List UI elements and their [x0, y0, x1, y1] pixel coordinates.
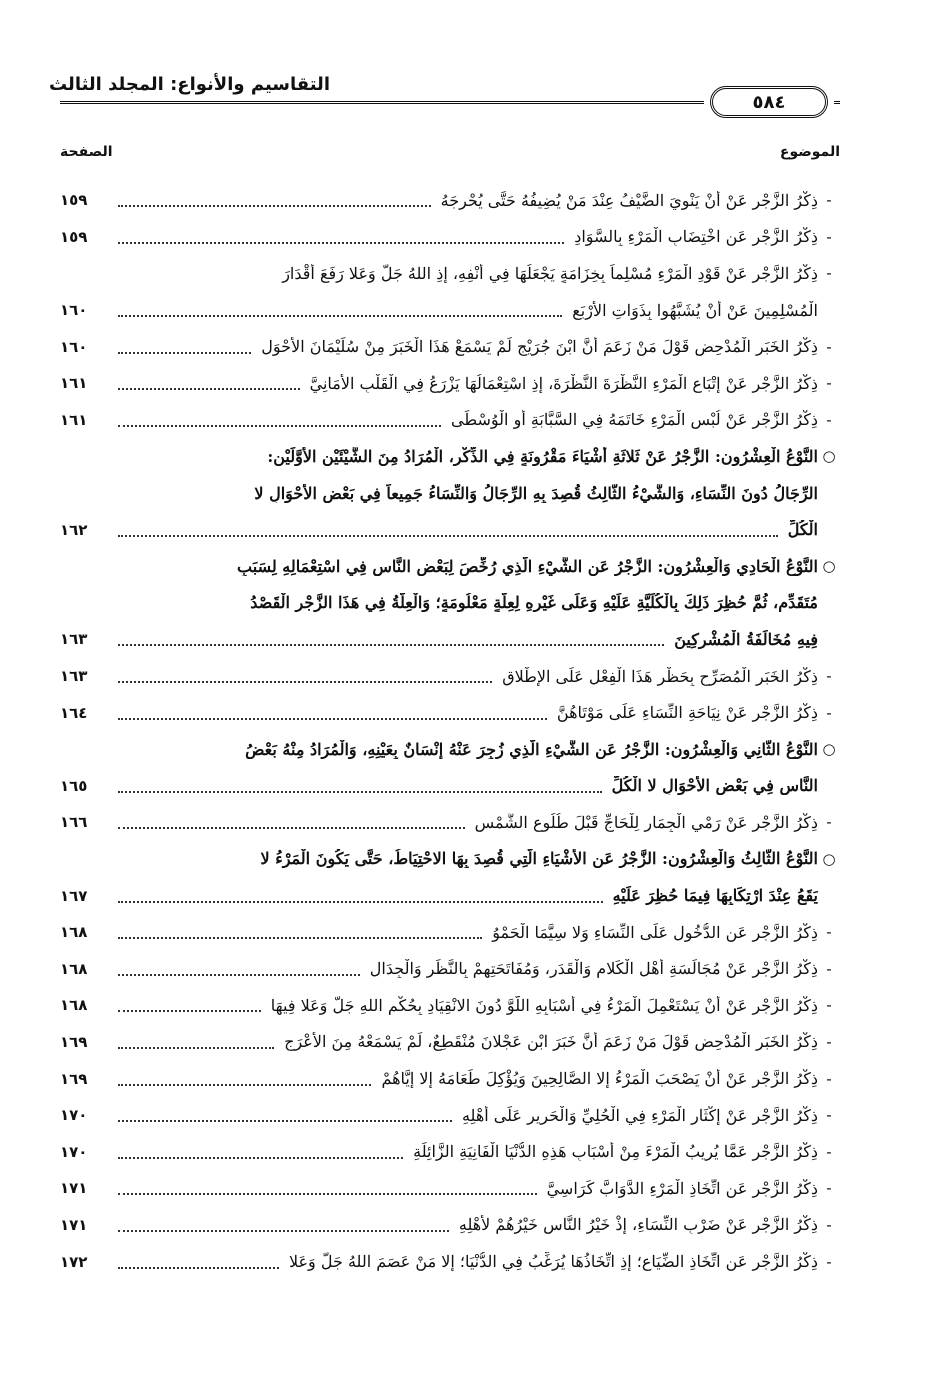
entry-page-number: ١٧٢: [60, 1252, 88, 1271]
list-item: [60, 987, 840, 1024]
list-item: [60, 219, 840, 256]
dash-bullet: -: [826, 1069, 832, 1088]
list-item: [60, 1207, 840, 1244]
dot-leader: [118, 1010, 261, 1012]
entry-text: يَقَعُ عِنْدَ ارْتِكَابِهَا فِيمَا حُظِرَ عَلَيْهِ: [612, 886, 818, 906]
entry-line: [60, 292, 840, 329]
entry-page-number: ١٥٩: [60, 191, 88, 210]
list-item: [60, 1097, 840, 1134]
section-heading: [60, 841, 840, 914]
entry-page-number: ١٦٩: [60, 1069, 88, 1088]
page-column-header: الصفحة: [60, 144, 113, 160]
dot-leader: [118, 352, 251, 354]
dot-leader: [118, 315, 562, 317]
list-item: [60, 1024, 840, 1061]
header-rule: [60, 101, 704, 104]
entry-line: [60, 914, 840, 951]
entry-page-number: ١٦٠: [60, 337, 88, 356]
list-item: [60, 1243, 840, 1280]
dot-leader: [118, 205, 431, 207]
entry-line: [60, 1243, 840, 1280]
entry-text: النَّوْعُ الثَّالِثُ وَالْعِشْرُون: الزَّجْرُ عَنِ الأَشْيَاءِ الَّتِي قُصِدَ بِهَا الاحْتِيَاطُ، حَتَّى يَكُونَ الْمَرْءُ لا: [260, 849, 818, 869]
entry-text: النَّوْعُ الثَّانِي وَالْعِشْرُون: الزَّجْرُ عَنِ الشَّيْءِ الَّذِي زُجِرَ عَنْهُ إِنْسَانٌ بِعَيْنِهِ، وَالْمُرَادُ مِنْهُ بَعْضُ: [245, 739, 818, 759]
topic-column-header: الموضوع: [779, 144, 840, 160]
list-item: [60, 1170, 840, 1207]
list-item: [60, 694, 840, 731]
entry-page-number: ١٦١: [60, 410, 88, 429]
list-item: [60, 182, 840, 219]
dash-bullet: -: [826, 996, 832, 1015]
entry-text: ذِكْرُ الزَّجْرِ عَنْ إِكْثَارِ الْمَرْءِ فِي الْحُلِيِّ وَالْحَرِيرِ عَلَى أَهْلِهِ: [461, 1105, 818, 1125]
entry-page-number: ١٦٣: [60, 630, 88, 649]
dash-bullet: -: [826, 959, 832, 978]
dash-bullet: -: [826, 1179, 832, 1198]
list-item: [60, 1133, 840, 1170]
entry-line: [60, 1133, 840, 1170]
entry-page-number: ١٦٨: [60, 996, 88, 1015]
dot-leader: [118, 644, 664, 646]
entry-line: [60, 1207, 840, 1244]
entry-page-number: ١٦١: [60, 374, 88, 393]
entry-line: [60, 877, 840, 914]
entry-line: [60, 841, 840, 878]
dash-bullet: -: [826, 410, 832, 429]
entry-page-number: ١٦٨: [60, 959, 88, 978]
list-item: [60, 255, 840, 328]
entry-page-number: ١٧٠: [60, 1142, 88, 1161]
dot-leader: [118, 1047, 274, 1049]
dot-leader: [118, 1157, 403, 1159]
dash-bullet: -: [826, 227, 832, 246]
entry-line: [60, 585, 840, 622]
entry-line: [60, 1024, 840, 1061]
index-page: [49, 70, 840, 1350]
dot-leader: [118, 1084, 371, 1086]
entry-line: [60, 768, 840, 805]
entry-text: ذِكْرُ الزَّجْرِ عَنْ إِتْبَاعِ الْمَرْءِ النَّظْرَةَ النَّظْرَةَ، إِذِ اسْتِعْمَالُهَا يَزْرَعُ فِي الْقَلْبِ الأَمَانِيَّ: [309, 373, 818, 393]
entry-line: [60, 1060, 840, 1097]
entry-line: [60, 804, 840, 841]
dot-leader: [118, 388, 300, 390]
entry-text: ذِكْرُ الزَّجْرِ عَنْ ضَرْبِ النِّسَاءِ، إِذْ خَيْرُ النَّاسِ خَيْرُهُمْ لأَهْلِهِ: [458, 1215, 818, 1235]
dot-leader: [118, 718, 547, 720]
entry-page-number: ١٦٥: [60, 776, 88, 795]
page-number-badge: ٥٨٤: [710, 86, 828, 118]
entry-page-number: ١٧٠: [60, 1106, 88, 1125]
entry-page-number: ١٦٤: [60, 703, 88, 722]
entry-text: ذِكْرُ الزَّجْرِ عَنِ اتِّخَاذِ الْمَرْءِ الدَّوَابَّ كَرَاسِيَّ: [546, 1178, 818, 1198]
dot-leader: [118, 827, 465, 829]
entry-text: ذِكْرُ الزَّجْرِ عَنْ أَنْ يَسْتَعْمِلَ الْمَرْءُ فِي أَسْبَابِهِ اللَّوَّ دُونَ الانْقِيَادِ بِحُكْمِ اللهِ جَلَّ وَعَلا فِيهَا: [270, 995, 818, 1015]
entry-line: [60, 950, 840, 987]
entry-text: النَّاسِ فِي بَعْضِ الأَحْوَالِ لا الْكُلِّ: [611, 776, 818, 796]
entries-list: [60, 182, 840, 1280]
dot-leader: [118, 242, 564, 244]
dot-leader: [118, 1230, 449, 1232]
entry-line: [60, 402, 840, 439]
running-header-title: التقاسيم والأنواع: المجلد الثالث: [49, 74, 330, 95]
entry-text: الْمُسْلِمِينَ عَنْ أَنْ يُشَبَّهُوا بِذَوَاتِ الأَرْبَعِ: [572, 300, 818, 320]
entry-text: ذِكْرُ الخَبَرِ الْمُدْحِضِ قَوْلَ مَنْ زَعَمَ أَنَّ ابْنَ جُرَيْجٍ لَمْ يَسْمَعْ هَذَا الْخَبَرَ مِنْ سُلَيْمَانَ الأَحْوَلِ: [261, 337, 818, 357]
dot-leader: [118, 681, 492, 683]
dot-leader: [118, 1267, 279, 1269]
dash-bullet: -: [826, 1142, 832, 1161]
list-item: [60, 804, 840, 841]
entry-line: [60, 658, 840, 695]
entry-text: فِيهِ مُخَالَفَةُ الْمُشْرِكِينَ: [674, 629, 818, 649]
list-item: [60, 328, 840, 365]
entry-page-number: ١٧١: [60, 1179, 88, 1198]
dot-leader: [118, 1193, 537, 1195]
entry-line: [60, 255, 840, 292]
dash-bullet: -: [826, 1106, 832, 1125]
dash-bullet: -: [826, 337, 832, 356]
entry-text: ذِكْرُ الزَّجْرِ عَنْ نِيَاحَةِ النِّسَاءِ عَلَى مَوْتَاهُنَّ: [556, 703, 818, 723]
list-item: [60, 914, 840, 951]
entry-page-number: ١٦٨: [60, 923, 88, 942]
entry-page-number: ١٦٢: [60, 520, 88, 539]
entry-text: ذِكْرُ الزَّجْرِ عَنْ قَوْدِ الْمَرْءِ مُسْلِماً بِخِزَامَةٍ يَجْعَلُهَا فِي أَنْفِهِ، إِذِ اللهُ جَلَّ وَعَلا رَفَعَ أَقْدَارَ: [282, 263, 818, 283]
entry-line: [60, 475, 840, 512]
dash-bullet: -: [826, 191, 832, 210]
entry-line: [60, 219, 840, 256]
entry-text: ذِكْرُ الخَبَرِ الْمُدْحِضِ قَوْلَ مَنْ زَعَمَ أَنَّ خَبَرَ ابْنِ عَجْلانَ مُنْقَطِعٌ، لَمْ يَسْمَعْهُ مِنَ الأَعْرَجِ: [284, 1032, 818, 1052]
header-rule-right: [834, 101, 840, 104]
dash-bullet: -: [826, 264, 832, 283]
list-item: [60, 658, 840, 695]
dash-bullet: -: [826, 813, 832, 832]
entry-text: ذِكْرُ الزَّجْرِ عَنْ أَنْ يَصْحَبَ الْمَرْءُ إِلا الصَّالِحِينَ وَيُؤْكِلَ طَعَامَهُ إِلا إِيَّاهُمْ: [381, 1069, 818, 1089]
dot-leader: [118, 535, 778, 537]
entry-text: الرِّجَالُ دُونَ النِّسَاءِ، وَالشَّيْءُ الثَّالِثُ قُصِدَ بِهِ الرِّجَالُ وَالنِّسَاءُ جَمِيعاً فِي بَعْضِ الأَحْوَالِ لا: [254, 483, 818, 503]
entry-line: [60, 1097, 840, 1134]
dot-leader: [118, 425, 441, 427]
entry-text: مُتَقَدِّمٍ، ثُمَّ حُظِرَ ذَلِكَ بِالْكُلِّيَّةِ عَلَيْهِ وَعَلَى غَيْرِهِ لِعِلَّةٍ مَعْلُومَةٍ؛ وَالْعِلَّةُ فِي هَذَا الزَّجْرِ الْقَصْدُ: [250, 593, 818, 613]
dash-bullet: -: [826, 1032, 832, 1051]
circle-bullet-icon: ○: [822, 557, 836, 576]
entry-page-number: ١٦٦: [60, 813, 88, 832]
dot-leader: [118, 1120, 452, 1122]
list-item: [60, 365, 840, 402]
circle-bullet-icon: ○: [822, 447, 836, 466]
list-item: [60, 402, 840, 439]
entry-text: ذِكْرُ الزَّجْرِ عَنْ أَنْ يَنْوِيَ الضَّيْفُ عِنْدَ مَنْ يُضِيفُهُ حَتَّى يُحْرِجَهُ: [440, 190, 818, 210]
entry-page-number: ١٧١: [60, 1215, 88, 1234]
dot-leader: [118, 937, 482, 939]
entry-text: ذِكْرُ الخَبَرِ الْمُصَرِّحِ بِحَظْرِ هَذَا الْفِعْلِ عَلَى الإِطْلاقِ: [502, 666, 818, 686]
entry-text: الْكُلِّ: [787, 520, 818, 540]
circle-bullet-icon: ○: [822, 849, 836, 868]
section-heading: [60, 731, 840, 804]
entry-line: [60, 438, 840, 475]
entry-page-number: ١٦٠: [60, 301, 88, 320]
list-item: [60, 950, 840, 987]
dash-bullet: -: [826, 1215, 832, 1234]
entry-text: النَّوْعُ الْحَادِي وَالْعِشْرُون: الزَّجْرُ عَنِ الشَّيْءِ الَّذِي رُخِّصَ لِبَعْضِ النَّاسِ فِي اسْتِعْمَالِهِ لِسَبَبٍ: [237, 556, 818, 576]
entry-line: [60, 328, 840, 365]
entry-line: [60, 365, 840, 402]
entry-page-number: ١٥٩: [60, 227, 88, 246]
entry-page-number: ١٦٩: [60, 1032, 88, 1051]
entry-text: ذِكْرُ الزَّجْرِ عَنْ لُبْسِ الْمَرْءِ خَاتَمَهُ فِي السَّبَّابَةِ أَوِ الْوُسْطَى: [451, 410, 818, 430]
entry-line: [60, 182, 840, 219]
entry-line: [60, 548, 840, 585]
entry-text: النَّوْعُ الْعِشْرُون: الزَّجْرُ عَنْ ثَلاثَةِ أَشْيَاءَ مَقْرُونَةٍ فِي الذِّكْرِ، الْمُرَادُ مِنَ الشَّيْئَيْنِ الأَوَّلَيْنِ:: [267, 446, 818, 466]
entry-page-number: ١٦٣: [60, 667, 88, 686]
entry-line: [60, 1170, 840, 1207]
dash-bullet: -: [826, 667, 832, 686]
dash-bullet: -: [826, 374, 832, 393]
dash-bullet: -: [826, 1252, 832, 1271]
dot-leader: [118, 901, 603, 903]
entry-text: ذِكْرُ الزَّجْرِ عَنِ الدُّخُولِ عَلَى النِّسَاءِ وَلا سِيَّمَا الْحَمْوُ: [492, 922, 818, 942]
entry-text: ذِكْرُ الزَّجْرِ عَنِ اتِّخَاذِ الضِّيَاعِ؛ إِذِ اتِّخَاذُهَا يُرَغِّبُ فِي الدُّنْيَا؛ إِلا مَنْ عَصَمَ اللهُ جَلَّ وَعَلا: [288, 1252, 818, 1272]
dash-bullet: -: [826, 703, 832, 722]
entry-line: [60, 731, 840, 768]
entry-line: [60, 987, 840, 1024]
section-heading: [60, 438, 840, 548]
section-heading: [60, 548, 840, 658]
entry-line: [60, 694, 840, 731]
entry-text: ذِكْرُ الزَّجْرِ عَنْ رَمْيِ الْجِمَارِ لِلْحَاجِّ قَبْلَ طُلُوعِ الشَّمْسِ: [474, 812, 818, 832]
list-item: [60, 1060, 840, 1097]
circle-bullet-icon: ○: [822, 740, 836, 759]
entry-text: ذِكْرُ الزَّجْرِ عَنْ مُجَالَسَةِ أَهْلِ الْكَلامِ وَالْقَدَرِ، وَمُفَاتَحَتِهِمْ بِالنَّظَرِ وَالْجِدَالِ: [369, 959, 818, 979]
entry-text: ذِكْرُ الزَّجْرِ عَمَّا يُرِيبُ الْمَرْءَ مِنْ أَسْبَابِ هَذِهِ الدُّنْيَا الْفَانِيَةِ الزَّائِلَةِ: [413, 1142, 818, 1162]
dash-bullet: -: [826, 923, 832, 942]
entry-text: ذِكْرُ الزَّجْرِ عَنِ اخْتِضَابِ الْمَرْءِ بِالسَّوَادِ: [574, 227, 818, 247]
entry-line: [60, 511, 840, 548]
dot-leader: [118, 974, 360, 976]
dot-leader: [118, 791, 602, 793]
entry-page-number: ١٦٧: [60, 886, 88, 905]
entry-line: [60, 621, 840, 658]
